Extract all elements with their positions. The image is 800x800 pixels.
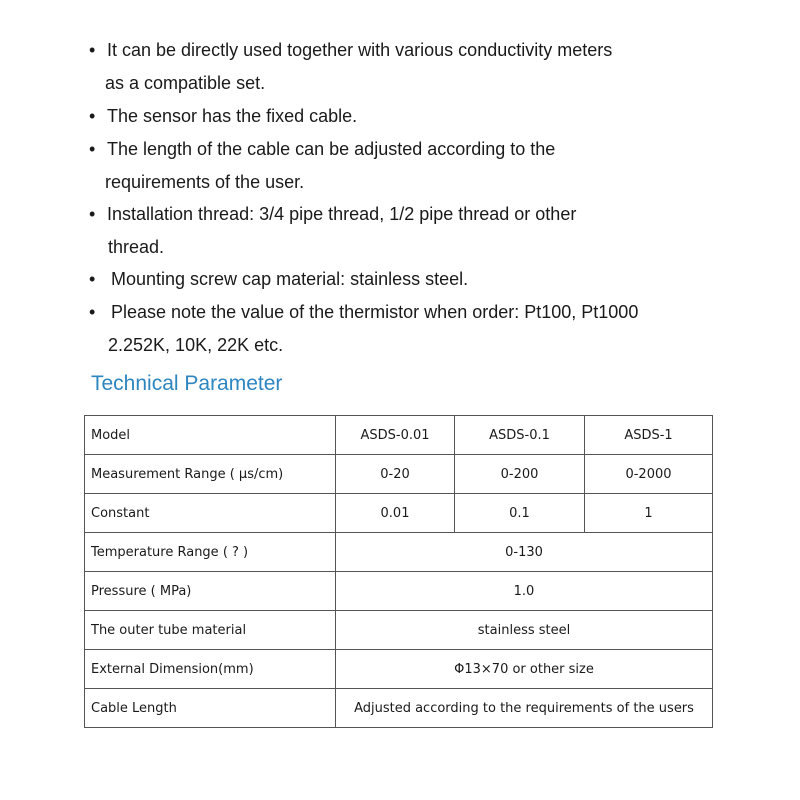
table-row xyxy=(85,455,713,494)
table-cell-value: 0-130 xyxy=(336,533,713,572)
bullet-text: thread. xyxy=(108,237,165,257)
table-cell-model: ASDS-1 xyxy=(585,416,713,455)
table-row xyxy=(85,494,713,533)
bullet-text: as a compatible set. xyxy=(105,73,266,93)
table-cell-label: The outer tube material xyxy=(85,611,336,650)
table-cell-label: Temperature Range ( ? ) xyxy=(85,533,336,572)
table-row xyxy=(85,572,713,611)
technical-parameter-table xyxy=(84,415,713,728)
bullet-text: Please note the value of the thermistor when order: Pt100, Pt1000 xyxy=(111,302,639,322)
table-row xyxy=(85,533,713,572)
bullet-marker: • xyxy=(89,269,96,289)
table-cell-value: 0-2000 xyxy=(585,455,713,494)
table-row xyxy=(85,650,713,689)
table-cell-model: ASDS-0.1 xyxy=(455,416,585,455)
bullet-marker: • xyxy=(89,40,96,60)
bullet-marker: • xyxy=(89,204,96,224)
bullet-text: Mounting screw cap material: stainless steel. xyxy=(111,269,469,289)
bullet-marker: • xyxy=(89,139,96,159)
table-cell-model: ASDS-0.01 xyxy=(336,416,455,455)
section-title: Technical Parameter xyxy=(91,372,283,395)
table-cell-value: Φ13×70 or other size xyxy=(336,650,713,689)
table-cell-value: 0-20 xyxy=(336,455,455,494)
table-cell-label: Model xyxy=(85,416,336,455)
table-header-row xyxy=(85,416,713,455)
bullet-text: The length of the cable can be adjusted according to the xyxy=(107,139,556,159)
table-cell-value: stainless steel xyxy=(336,611,713,650)
bullet-text: The sensor has the fixed cable. xyxy=(107,106,358,126)
table-cell-value: 0.01 xyxy=(336,494,455,533)
table-cell-label: External Dimension(mm) xyxy=(85,650,336,689)
table-cell-value: 1 xyxy=(585,494,713,533)
table-cell-label: Constant xyxy=(85,494,336,533)
bullet-marker: • xyxy=(89,106,96,126)
bullet-marker: • xyxy=(89,302,96,322)
bullet-text: Installation thread: 3/4 pipe thread, 1/2 pipe thread or other xyxy=(107,204,577,224)
bullet-text: requirements of the user. xyxy=(105,172,305,192)
table-row xyxy=(85,689,713,728)
bullet-text: It can be directly used together with various conductivity meters xyxy=(107,40,613,60)
table-cell-value: 0-200 xyxy=(455,455,585,494)
table-cell-value: 0.1 xyxy=(455,494,585,533)
table-cell-label: Measurement Range ( μs/cm) xyxy=(85,455,336,494)
table-row xyxy=(85,611,713,650)
bullet-text: 2.252K, 10K, 22K etc. xyxy=(108,335,284,355)
table-cell-label: Cable Length xyxy=(85,689,336,728)
table-cell-value: 1.0 xyxy=(336,572,713,611)
table-cell-value: Adjusted according to the requirements of the users xyxy=(336,689,713,728)
table-cell-label: Pressure ( MPa) xyxy=(85,572,336,611)
